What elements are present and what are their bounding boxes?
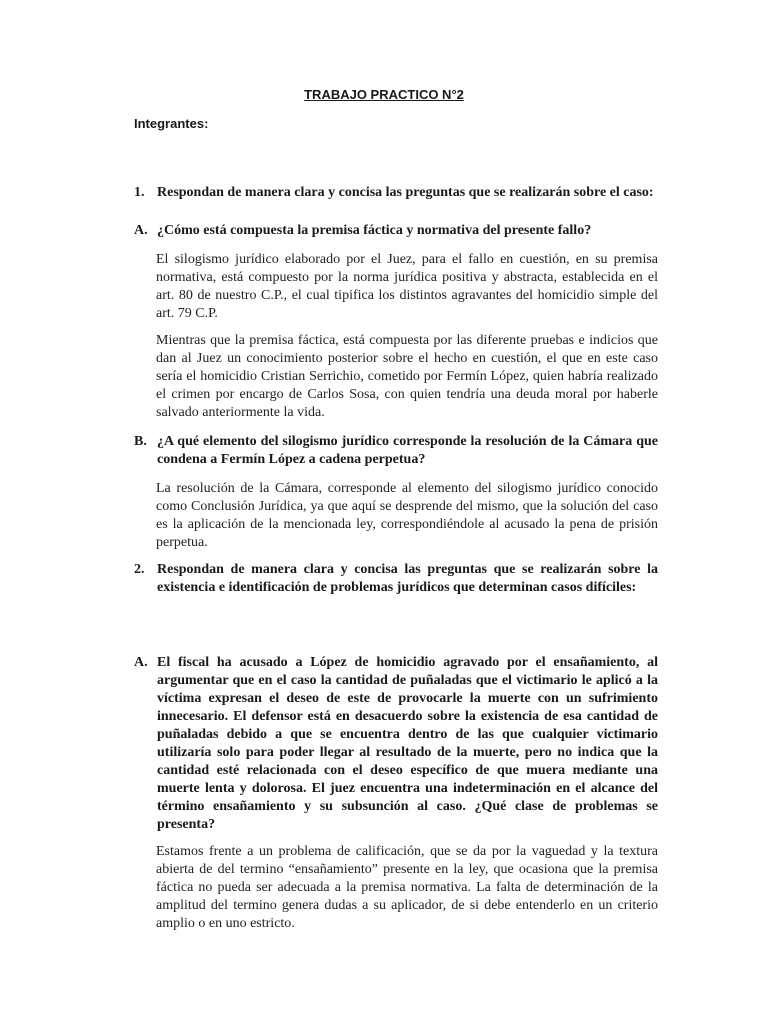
question-1-marker: 1.	[134, 185, 145, 200]
question-2a-marker: A.	[134, 655, 148, 670]
question-1a-text: ¿Cómo está compuesta la premisa fáctica y normativa del presente fallo?	[157, 223, 592, 238]
question-1b	[134, 433, 658, 469]
question-1	[134, 184, 658, 202]
integrantes-label: Integrantes:	[134, 116, 209, 131]
question-1a-marker: A.	[134, 223, 148, 238]
question-1b-marker: B.	[134, 434, 147, 449]
answer-1b-paragraph-1: La resolución de la Cámara, corresponde al elemento del silogismo jurídico conocido como Conclusión Jurídica, ya que aquí se desprende del mismo, que la solución del caso es la aplicación de la mencionada ley, correspondiéndole al acusado la pena de prisión perpetua.	[156, 481, 658, 550]
question-2-text: Respondan de manera clara y concisa las preguntas que se realizarán sobre la existencia e identificación de problemas jurídicos que determinan casos difíciles:	[157, 562, 658, 595]
question-2a	[134, 654, 658, 834]
question-2-marker: 2.	[134, 562, 145, 577]
document-title: TRABAJO PRACTICO N°2	[304, 87, 464, 102]
question-2a-text: El fiscal ha acusado a López de homicidio agravado por el ensañamiento, al argumentar que en el caso la cantidad de puñaladas que el victimario le aplicó a la víctima expresan el deseo de este de provocarle la muerte con un sufrimiento innecesario. El defensor está en desacuerdo sobre la existencia de esa cantidad de puñaladas debido a que se encuentra dentro de las que cualquier victimario utilizaría solo para poder llegar al resultado de la muerte, pero no indica que la cantidad esté relacionada con el deseo específico de que muera mediante una muerte lenta y dolorosa. El juez encuentra una indeterminación en el alcance del término ensañamiento y su subsunción al caso. ¿Qué clase de problemas se presenta?	[157, 655, 658, 832]
question-1a	[134, 222, 658, 240]
question-2	[134, 561, 658, 597]
answer-1a-paragraph-2: Mientras que la premisa fáctica, está compuesta por las diferente pruebas e indicios que dan al Juez un conocimiento posterior sobre el hecho en cuestión, el que en este caso sería el homicidio Cristian Serrichio, cometido por Fermín López, quien habría realizado el crimen por encargo de Carlos Sosa, con quien tendría una deuda moral por haberle salvado anteriormente la vida.	[156, 333, 658, 420]
answer-1a-paragraph-1: El silogismo jurídico elaborado por el Juez, para el fallo en cuestión, en su premisa normativa, está compuesto por la norma jurídica positiva y abstracta, establecida en el art. 80 de nuestro C.P., el cual tipifica los distintos agravantes del homicidio simple del art. 79 C.P.	[156, 252, 658, 321]
question-1b-text: ¿A qué elemento del silogismo jurídico corresponde la resolución de la Cámara que condena a Fermín López a cadena perpetua?	[157, 434, 658, 467]
answer-2a-paragraph-1: Estamos frente a un problema de calificación, que se da por la vaguedad y la textura abierta de del termino “ensañamiento” presente en la ley, que ocasiona que la premisa fáctica no pueda ser adecuada a la premisa normativa. La falta de determinación de la amplitud del termino genera dudas a su aplicador, de si debe entenderlo en un criterio amplio o en uno estricto.	[156, 844, 658, 931]
question-1-text: Respondan de manera clara y concisa las preguntas que se realizarán sobre el caso:	[157, 185, 654, 200]
